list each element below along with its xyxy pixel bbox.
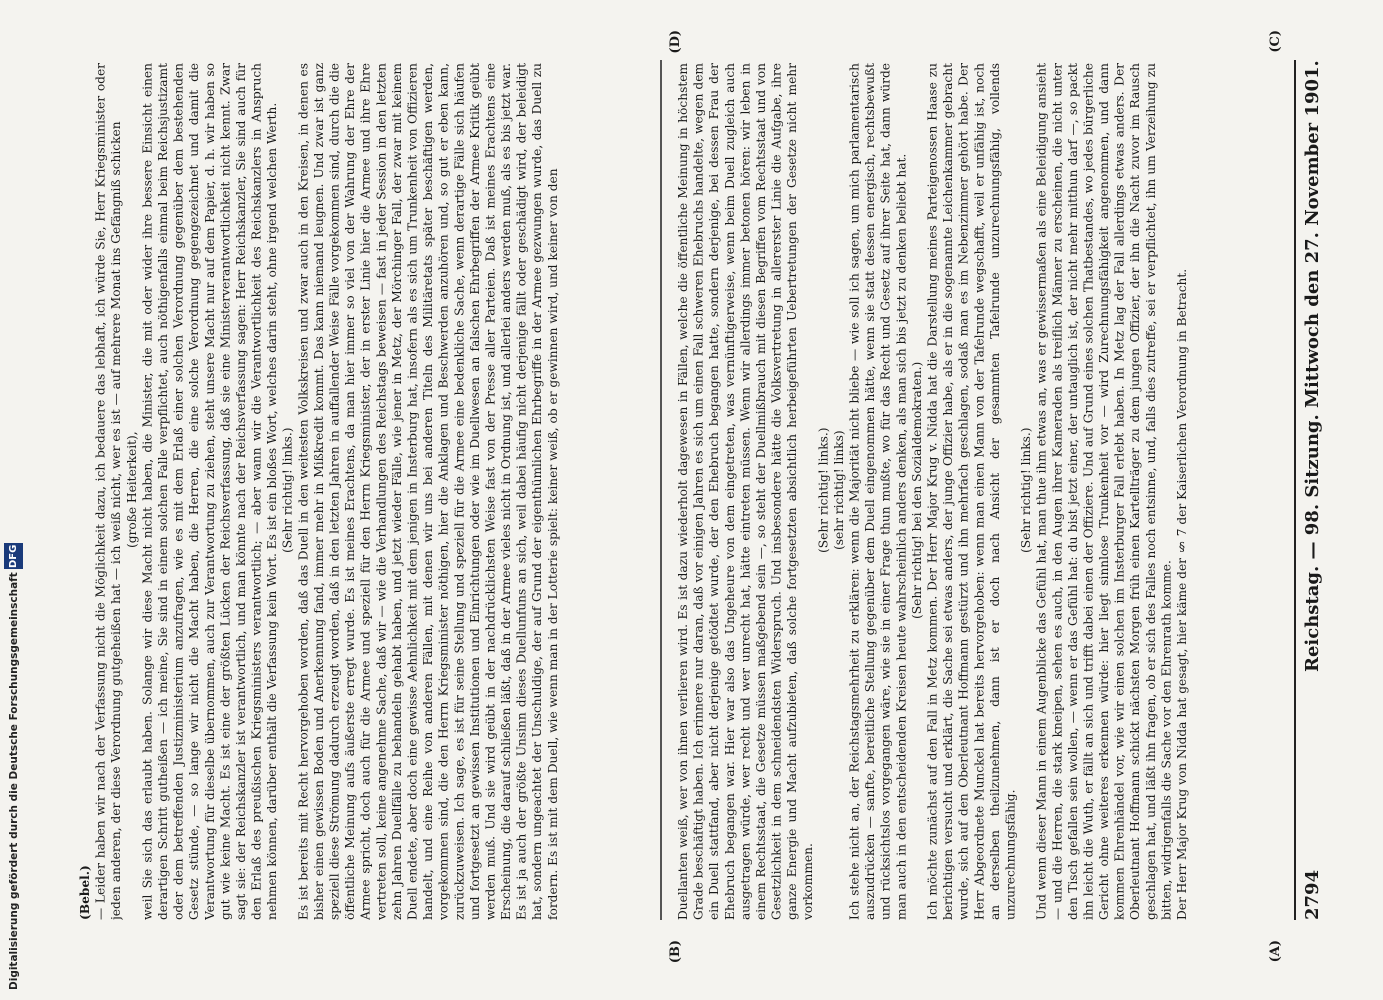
right-interjection-1: (Sehr richtig! links.) <box>816 427 831 553</box>
right-interjection-4: (Sehr richtig! links.) <box>1019 427 1034 553</box>
marker-d: (D) <box>668 30 683 54</box>
right-paragraph-3: Ich möchte zunächst auf den Fall in Metz kommen. Der Herr Major Krug v. Nidda hat die Darstellung meines Parteigenossen Haase zu berichtigen versucht und erklärt, die Sache sei etwas anders, der junge Offizier habe, als er in die sogenannte Leichenkammer gebracht wurde, sich auf den Oberleutnant Hoffmann gestürzt und ihn mehrfach geschlagen, sodaß man es im Nebenzimmer gehört habe. Der Herr Abgeordnete Munckel hat bereits hervorgehoben: wenn man einen Mann von der Tafelrunde wegschafft, weil er unfähig ist, noch an derselben theilzunehmen, dann ist er doch nach Ansicht der gesammten Tafelrunde unzurechnungsfähig, vollends unzurechnungsfähig. <box>925 63 1018 920</box>
right-interjection-3: (Sehr richtig! bei den Sozialdemokraten.) <box>909 361 924 619</box>
right-text-final <box>676 60 1288 920</box>
marker-c: (C) <box>1268 30 1283 53</box>
header-strip <box>1302 60 1336 920</box>
right-interjection-2: (sehr richtig! links) <box>831 430 846 550</box>
left-text-block <box>78 60 653 920</box>
marker-b: (B) <box>668 940 683 964</box>
right-paragraph-5: Der Herr Major Krug von Nidda hat gesagt, hier käme der § 7 der Kaiserlichen Verordnung in Betracht. <box>1175 268 1189 920</box>
dfg-logo: DFG <box>4 543 23 568</box>
footer-text: Digitalisierung gefördert durch die Deutsche Forschungsgemeinschaft <box>8 572 20 990</box>
header-title: Reichstag. — 98. Sitzung. Mittwoch den 27. November 1901. <box>1302 60 1323 672</box>
speaker-label: (Bebel.) <box>78 865 92 920</box>
right-paragraph-2: Ich stehe nicht an, der Reichstagsmehrheit zu erklären: wenn die Majorität nicht bliebe — wie soll ich sagen, um mich parlamentarisch auszudrücken — sanfte, bereitliche Stellung gegenüber dem Duell eingenommen hätte, wenn sie statt dessen energisch, rechtsbewußt und rücksichtslos vorgegangen wäre, wie sie in einer Frage thun mußte, wo für das Recht und Gesetz auf ihrer Seite hat, dann würde man auch in den entscheidenden Kreisen heute wahrscheinlich anders denken, als man sich bis jetzt zu denken beliebt hat. <box>847 63 909 920</box>
header-rule-line <box>1294 60 1296 920</box>
right-paragraph-4: Und wenn dieser Mann in einem Augenblicke das Gefühl hat, man thue ihm etwas an, was er gewissermaßen als eine Beleidigung ansieht — und die Herren, die stark kneipen, sehen es auch, in den Augen ihrer Kameraden als treiflich Männer zu erscheinen, die nicht unter den Tisch gefallen sein wollen, — wenn er das Gefühl hat: du bist jetzt einer, der untauglich ist, der nicht mehr mitthun darf —, so packt ihn leicht die Wuth, er fällt an sich und trifft dabei einen der Offiziere. Und auf Grund eines solchen Thatbestandes, wo jedes bürgerliche Gericht ohne weiteres erkennen würde: hier liegt sinnlose Trunkenheit vor — wird Zurechnungsfähigkeit angenommen, und dann kommen Ehrenhändel vor, wie wir einen solchen im Insterburger Fall erlebt haben. In Metz lag der Fall allerdings etwas anders. Der Oberleutnant Hoffmann schickt nächsten Morgen früh einen Kartellträger zu dem jungen Offizier, der ihn die Nacht zuvor im Rausch geschlagen hat, und läßt ihn fragen, ob er sich des Falles noch entsinne, und, falls dies zutreffe, sei er verpflichtet, ihn um Verzeihung zu bitten, widrigenfalls die Sache vor den Ehrenrath komme. <box>1034 63 1174 920</box>
marker-a: (A) <box>1268 940 1283 963</box>
left-paragraph-3: Es ist bereits mit Recht hervorgehoben worden, daß das Duell in den weitesten Volkskreisen und zwar auch in den Kreisen, in denen es bisher einen gewissen Boden und Anerkennung fand, immer mehr in Mißkredit kommt. Das kann niemand leugnen. Und zwar ist ganz speziell diese Strömung dadurch erzeugt worden, daß in den letzten Jahren in auffallender Weise Fälle vorgekommen sind, durch die die öffentliche Meinung aufs äußerste erregt wurde. Es ist meines Erachtens, da man hier immer so viel von der Wahrung der Ehre der Armee spricht, doch auch für die Armee und speziell für den Herrn Kriegsminister, der in erster Linie hier die Armee und ihre Ehre vertreten soll, keine angenehme Sache, daß wir — wie die Verhandlungen des Reichstags beweisen — fast in jeder Session in den letzten zehn Jahren Duellfälle zu behandeln gehabt haben, und jetzt wieder Fälle, wie jener in Metz, der Mörchinger Fall, der zwar mit keinem Duell endete, aber doch eine gewisse Aehnlichkeit mit dem jenigen in Insterburg hat, insofern als es sich um Trunkenheit von Offizieren handelt, und eine Reihe von anderen Fällen, mit denen wir uns bei anderen Titeln des Militäretats später beschäftigen werden, vorgekommen sind, die den Herrn Kriegsminister nöthigen, hier die Anklagen und Beschwerden anzuhören und, so gut er eben kann, zurückzuweisen. Ich sage, es ist für seine Stellung und speziell für die Armee eine bedenkliche Sache, wenn derartige Fälle sich häufen und fortgesetzt an gewissen Institutionen und Einrichtungen oder wie im Duellwesen an falschen Ehrbegriffen der Armee Kritik geübt werden muß. Und sie wird geübt in der nachdrücklichsten Weise fast von der Presse aller Parteien. Daß ist meines Erachtens eine Erscheinung, die darauf schließen läßt, daß in der Armee vieles nicht in Ordnung ist, und allerlei anders werden muß, als es bis jetzt war. Es ist ja auch der größte Unsinn dieses Duellunfuns an sich, weil dabei häufig nicht derjenige fällt oder geschädigt wird, der beleidigt hat, sondern ungeachtet der Unschuldige, der auf Grund der eigenthümlichen Ehrbegriffe in der Armee gezwungen wurde, das Duell zu fordern. Es ist mit dem Duell, wie wenn man in der Lotterie spielt: keiner weiß, ob er gewinnen wird, und keiner von den <box>296 63 560 920</box>
left-paragraph-2: weil Sie sich das erlaubt haben. Solange wir diese Macht nicht haben, die Minister, die mit oder wider ihre bessere Einsicht einen derartigen Schritt gutheißen — ich meine, Sie sind in einem solchen Falle verpflichtet, auch nöthigenfalls einmal beim Reichsjustizamt oder dem betreffenden Justizministerium anzufragen, wie es mit dem Erlaß einer solchen Verordnung gegenüber dem bestehenden Gesetz stünde, — so lange wir nicht die Macht haben, die Herren, die eine solche Verordnung gegengezeichnet und damit die Verantwortung für dieselbe übernommen, auch zur Verantwortung zu ziehen, steht unsere Macht nur auf dem Papier, d. h. wir haben so gut wie keine Macht. Es ist eine der größten Lücken der Reichsverfassung, daß sie eine Ministerverantwortlichkeit nicht kennt. Zwar sagt sie: der Reichskanzler ist verantwortlich, und man könnte nach der Reichsverfassung sagen: Herr Reichskanzler, Sie sind auch für den Erlaß des preußischen Kriegsministers verantwortlich; — aber wann wir die Verantwortlichkeit des Reichskanzlers in Anspruch nehmen können, darüber enthält die Verfassung kein Wort. Es ist ein bloßes Wort, welches darin steht, ohne irgend welchen Werth. <box>140 63 280 920</box>
column-divider <box>660 60 662 920</box>
footer-strip <box>4 40 20 990</box>
right-paragraph-1: Duellanten weiß, wer von ihnen verlieren wird. Es ist dazu wiederholt dagewesen in Fällen, welche die öffentliche Meinung in höchstem Grade beschäftigt haben. Ich erinnere nur daran, daß vor einigen Jahren es sich um einen Fall schweren Ehebruchs handelte, wegen dem ein Duell stattfand, aber nicht derjenige getödtet wurde, der den Ehebruch begangen hatte, sondern derjenige, bei dessen Frau der Ehebruch begangen war. Hier war also das Ungeheure von dem eingetreten, was vernünftigerweise, wenn beim Duell zugleich auch ausgetragen würde, wer recht und wer unrecht hat, hätte eintreten müssen. Wenn wir allerdings immer betonen hören: wir leben in einem Rechtsstaat, die Gesetze müssen maßgebend sein —, so steht der Duellmißbrauch mit diesen Begriffen vom Rechtsstaat und von Gesetzlichkeit in dem schneidendsten Widerspruch. Und insbesondere hätte die Volksvertretung in allererster Linie die Aufgabe, ihre ganze Energie und Macht aufzubieten, daß solche fortgesetzten absichtlich herbeigeführten Uebertretungen der Gesetze nicht mehr vorkommen. <box>676 63 815 920</box>
left-paragraph-1: — Leider haben wir nach der Verfassung nicht die Möglichkeit dazu, ich bedauere das lebhaft, ich würde Sie, Herr Kriegsminister oder jeden anderen, der diese Verordnung gutgeheißen hat — ich weiß nicht, wer es ist — auf mehrere Monat ins Gefängniß schicken <box>93 63 124 920</box>
header-page-number: 2794 <box>1302 869 1323 920</box>
left-interjection-1: (große Heiterkeit), <box>124 431 139 549</box>
footer-text-wrap <box>4 40 20 990</box>
left-interjection-2: (Sehr richtig! links.) <box>280 427 295 553</box>
